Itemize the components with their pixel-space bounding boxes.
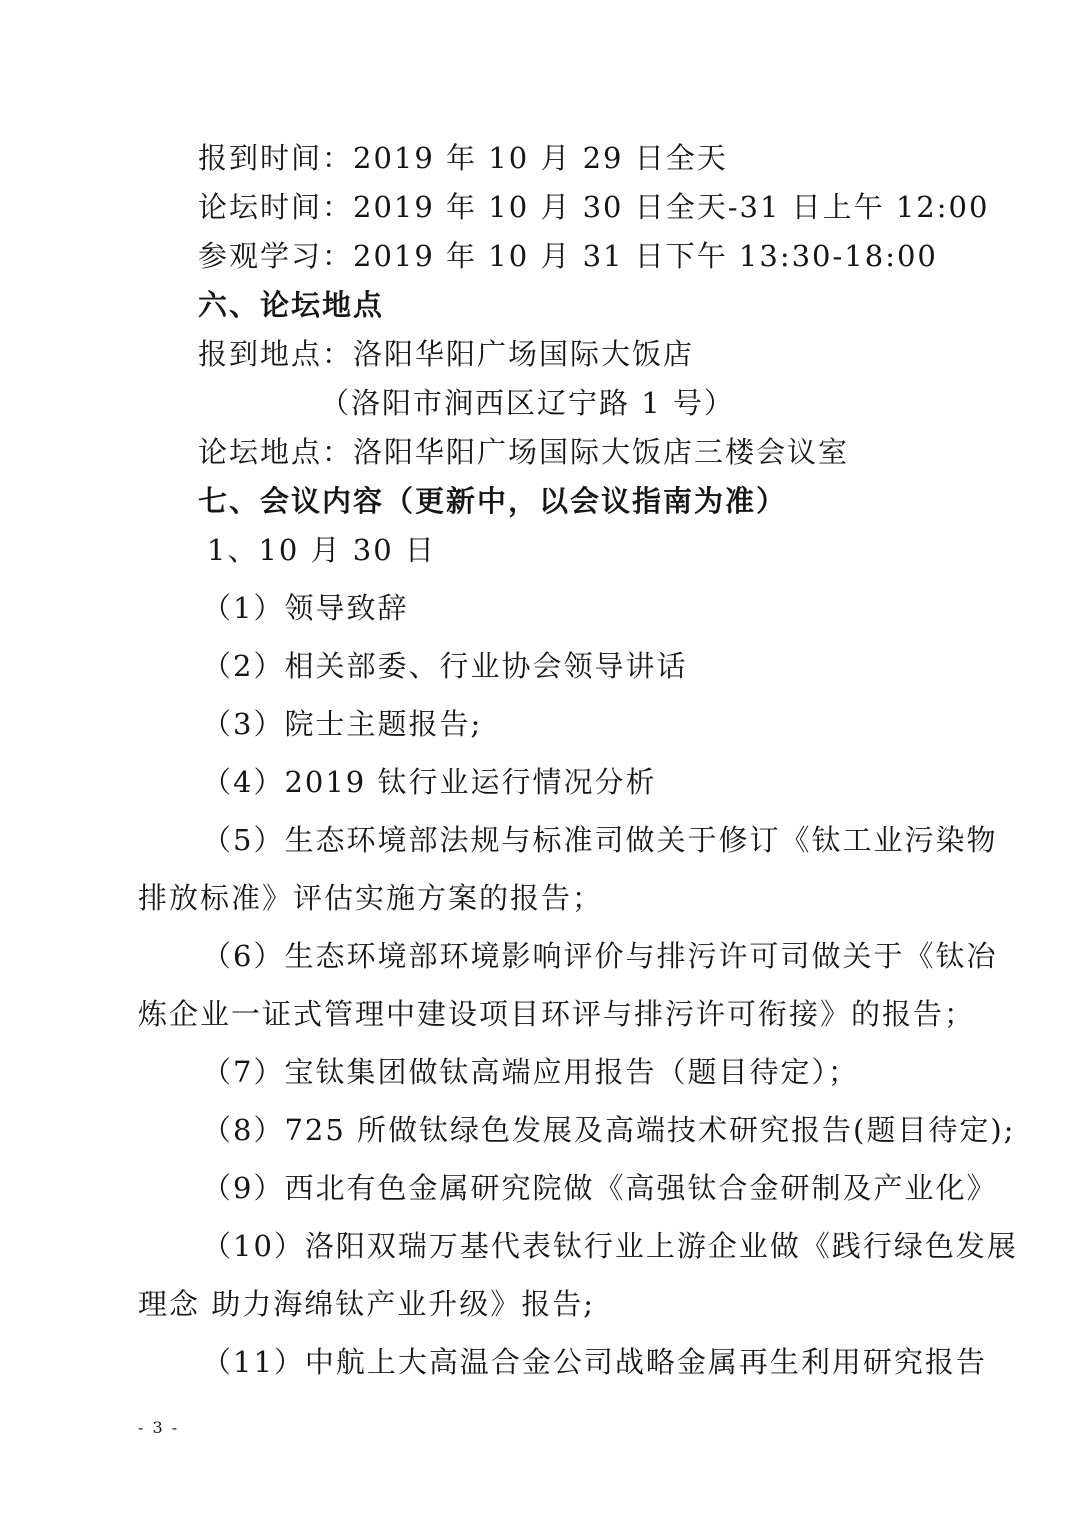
registration-address: （洛阳市涧西区辽宁路 1 号） [320,386,735,420]
visit-time: 参观学习：2019 年 10 月 31 日下午 13:30-18:00 [198,239,938,273]
agenda-item-7: （7）宝钛集团做钛高端应用报告（题目待定）； [202,1055,859,1089]
forum-time: 论坛时间：2019 年 10 月 30 日全天-31 日上午 12:00 [198,190,990,224]
agenda-item-6-cont: 炼企业一证式管理中建设项目环评与排污许可衔接》的报告； [138,997,976,1031]
page-number: - 3 - [138,1418,180,1437]
agenda-item-8: （8）725 所做钛绿色发展及高端技术研究报告(题目待定); [202,1113,1016,1147]
agenda-item-10: （10）洛阳双瑞万基代表钛行业上游企业做《践行绿色发展 [202,1229,1018,1263]
agenda-item-9: （9）西北有色金属研究院做《高强钛合金研制及产业化》 [202,1171,998,1205]
agenda-item-1: （1）领导致辞 [202,591,409,625]
forum-place: 论坛地点：洛阳华阳广场国际大饭店三楼会议室 [198,435,850,469]
day-label: 1、10 月 30 日 [207,533,436,567]
agenda-item-3: （3）院士主题报告; [202,707,483,741]
agenda-item-5-cont: 排放标准》评估实施方案的报告； [138,881,604,915]
registration-place: 报到地点：洛阳华阳广场国际大饭店 [198,337,695,371]
agenda-item-11: （11）中航上大高温合金公司战略金属再生利用研究报告 [202,1345,987,1379]
agenda-item-5: （5）生态环境部法规与标准司做关于修订《钛工业污染物 [202,823,998,857]
agenda-item-6: （6）生态环境部环境影响评价与排污许可司做关于《钛冶 [202,939,998,973]
agenda-item-10-cont: 理念 助力海绵钛产业升级》报告; [138,1287,595,1321]
section-heading-content: 七、会议内容（更新中，以会议指南为准） [198,484,788,518]
agenda-item-4: （4）2019 钛行业运行情况分析 [202,765,657,799]
registration-time: 报到时间：2019 年 10 月 29 日全天 [198,141,728,175]
section-heading-venue: 六、论坛地点 [198,288,385,322]
agenda-item-2: （2）相关部委、行业协会领导讲话 [202,649,688,683]
